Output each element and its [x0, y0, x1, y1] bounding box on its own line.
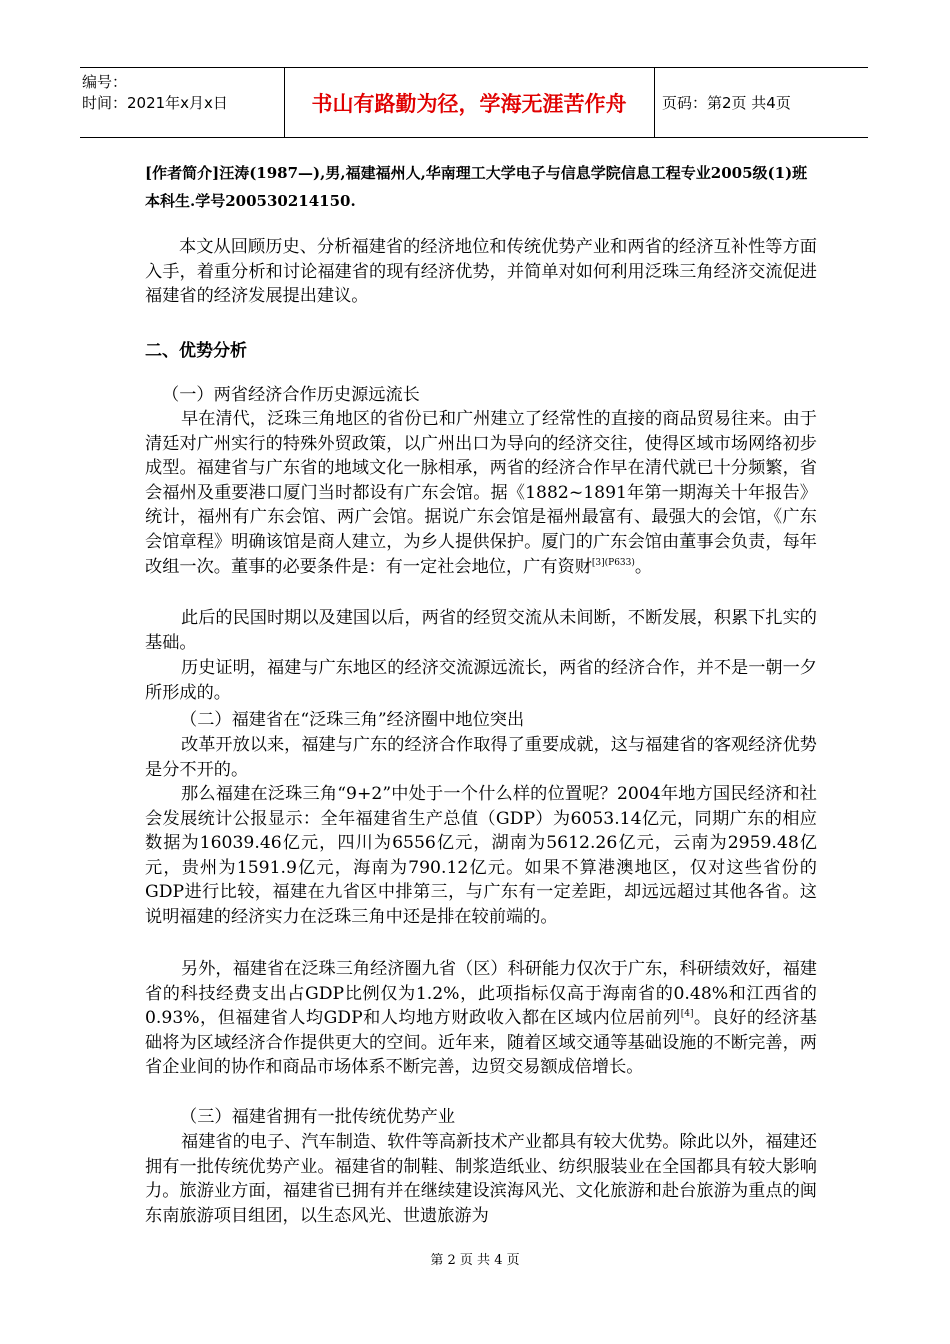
paragraph-6-text-b: 。良好的经济基础将为区域经济合作提供更大的空间。近年来，随着区域交通等基础设施的不断完善，两省企业间的协作和商品市场体系不断完善，边贸交易额成倍增长。	[145, 1008, 817, 1078]
header-time: 时间：2021年x月x日	[82, 94, 228, 112]
paragraph-7: 福建省的电子、汽车制造、软件等高新技术产业都具有较大优势。除此以外，福建还拥有一批传统优势产业。福建省的制鞋、制浆造纸业、纺织服装业在全国都具有较大影响力。旅游业方面，福建省已拥有并在继续建设滨海风光、文化旅游和赴台旅游为重点的闽东南旅游项目组团，以生态风光、世遗旅游为	[145, 1132, 817, 1226]
paragraph-1	[145, 407, 817, 579]
header-page-info: 页码：第2页 共4页	[662, 94, 791, 112]
paragraph-4: 改革开放以来，福建与广东的经济合作取得了重要成就，这与福建省的客观经济优势是分不开的。	[145, 735, 817, 780]
header-meta	[80, 68, 285, 137]
paragraph-2: 此后的民国时期以及建国以后，两省的经贸交流从未间断，不断发展，积累下扎实的基础。	[145, 608, 817, 653]
section-title: 二、优势分析	[145, 341, 247, 361]
intro-paragraph: 本文从回顾历史、分析福建省的经济地位和传统优势产业和两省的经济互补性等方面入手，着重分析和讨论福建省的现有经济优势，并简单对如何利用泛珠三角经济交流促进福建省的经济发展提出建议。	[145, 237, 817, 307]
page-footer: 第 2 页 共 4 页	[430, 1253, 520, 1268]
citation-4: [4]	[680, 1009, 694, 1020]
citation-3: [3](P633)	[591, 557, 635, 568]
subsection-2-title: （二）福建省在“泛珠三角”经济圈中地位突出	[180, 710, 525, 730]
paragraph-6-text-a: 另外，福建省在泛珠三角经济圈九省（区）科研能力仅次于广东，科研绩效好，福建省的科技经费支出占GDP比例仅为1.2%，此项指标仅高于海南省的0.48%和江西省的0.93%，但福建省人均GDP和人均地方财政收入都在区域内位居前列	[145, 959, 817, 1029]
paragraph-3: 历史证明，福建与广东地区的经济交流源远流长，两省的经济合作，并不是一朝一夕所形成的。	[145, 658, 817, 703]
subsection-3-title: （三）福建省拥有一批传统优势产业	[180, 1107, 456, 1127]
subsection-1-title: （一）两省经济合作历史源远流长	[162, 385, 420, 405]
paragraph-1-text: 早在清代，泛珠三角地区的省份已和广州建立了经常性的直接的商品贸易往来。由于清廷对广州实行的特殊外贸政策，以广州出口为导向的经济交往，使得区域市场网络初步成型。福建省与广东省的地域文化一脉相承，两省的经济合作早在清代就已十分频繁，省会福州及重要港口厦门当时都设有广东会馆。据《1882~1891年第一期海关十年报告》统计，福州有广东会馆、两广会馆。据说广东会馆是福州最富有、最强大的会馆，《广东会馆章程》明确该馆是商人建立，为乡人提供保护。厦门的广东会馆由董事会负责，每年改组一次。董事的必要条件是：有一定社会地位，广有资财	[145, 409, 817, 577]
header-number: 编号：	[82, 73, 128, 91]
paragraph-5: 那么福建在泛珠三角“9+2”中处于一个什么样的位置呢？2004年地方国民经济和社会发展统计公报显示：全年福建省生产总值（GDP）为6053.14亿元，同期广东的相应数据为16039.46亿元，四川为6556亿元，湖南为5612.26亿元，云南为2959.48亿元，贵州为1591.9亿元，海南为790.12亿元。如果不算港澳地区，仅对这些省份的GDP进行比较，福建在九省区中排第三，与广东有一定差距，却远远超过其他各省。这说明福建的经济实力在泛珠三角中还是排在较前端的。	[145, 784, 817, 927]
paragraph-6	[145, 957, 817, 1080]
paragraph-1-end: 。	[634, 556, 653, 577]
author-note: [作者简介]汪涛(1987—),男,福建福州人,华南理工大学电子与信息学院信息工程专业2005级(1)班本科生.学号200530214150.	[145, 164, 808, 210]
header-motto: 书山有路勤为径，学海无涯苦作舟	[284, 68, 655, 137]
page-header	[80, 67, 868, 138]
